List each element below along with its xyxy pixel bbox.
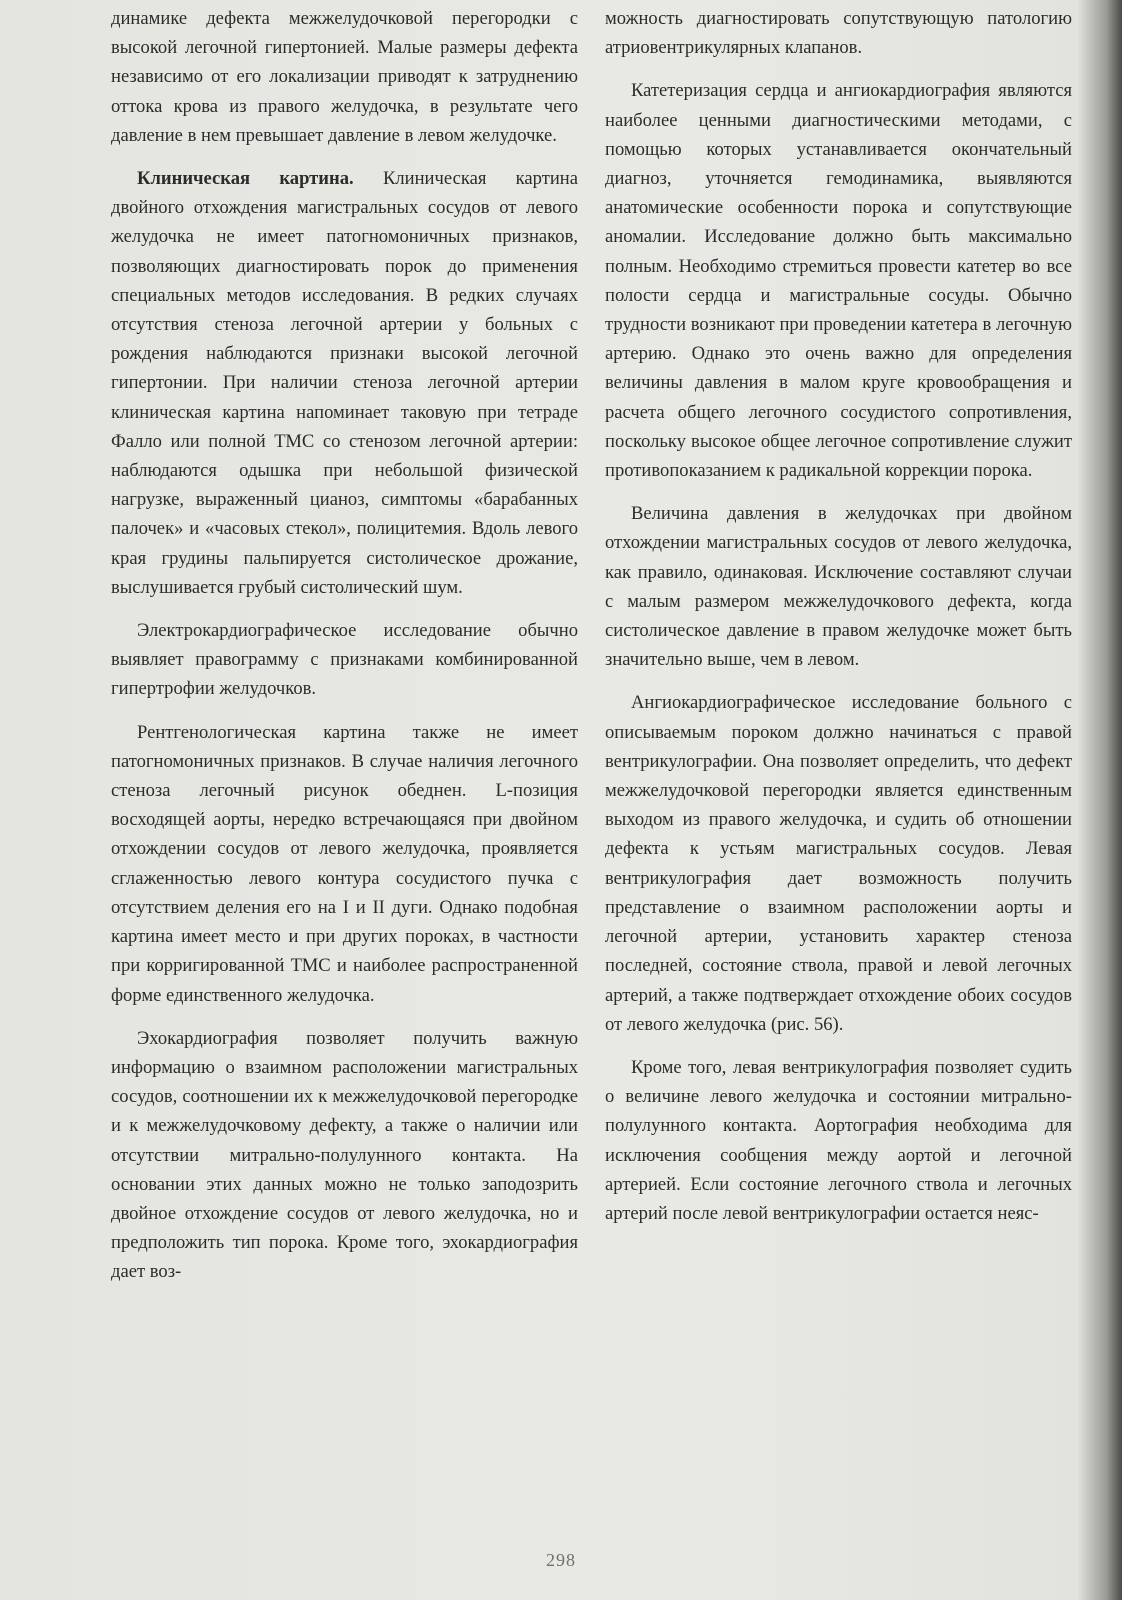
- paragraph-xray: Рентгенологическая картина также не имеет патогномоничных признаков. В случае наличия легочного стеноза легочный рисунок обеднен. L-позиция восходящей аорты, нередко встречающаяся при двойном отхождении сосудов от левого желудочка, проявляется сглаженностью левого контура сосудистого пучка с отсутствием деления его на I и II дуги. Однако подобная картина имеет место и при других пороках, в частности при корригированной ТМС и наиболее распространенной форме единственного желудочка.: [111, 721, 578, 1006]
- paragraph-angiocardiography: Ангиокардиографическое исследование больного с описываемым пороком должно начинаться с правой вентрикулографии. Она позволяет определить, что дефект межжелудочковой перегородки является единственным выходом из правого желудочка, и судить об отношении дефекта к устьям магистральных сосудов. Левая вентрикулография дает возможность получить представление о взаимном расположении аорты и легочной артерии, установить характер стеноза последней, состояние ствола, правой и левой легочных артерий, а также подтверждает отхождение обоих сосудов от левого желудочка (рис. 56).: [605, 692, 1072, 1035]
- section-heading-clinical-picture: Клиническая картина.: [137, 168, 354, 190]
- clinical-picture-text: Клиническая картина двойного отхождения магистральных сосудов от левого желудочка не имеет патогномоничных признаков, позволяющих диагностировать порок до применения специальных методов исследования. В редких случаях отсутствия стеноза легочной артерии у больных с рождения наблюдаются признаки высокой легочной гипертонии. При наличии стеноза легочной артерии клиническая картина напоминает таковую при тетраде Фалло или полной ТМС со стенозом легочной артерии: наблюдаются одышка при небольшой физической нагрузке, выраженный цианоз, симптомы «барабанных палочек» и «часовых стекол», полицитемия. Вдоль левого края грудины пальпируется систолическое дрожание, выслушивается грубый систолический шум.: [111, 168, 579, 598]
- right-column: [605, 4, 1072, 1242]
- paragraph-vsd-dynamics: динамике дефекта межжелудочковой перегородки с высокой легочной гипертонией. Малые размеры дефекта независимо от его локализации приводят к затруднению оттока крова из правого желудочка, в результате чего давление в нем превышает давление в левом желудочке.: [111, 8, 578, 146]
- paragraph-ventricular-pressure: Величина давления в желудочках при двойном отхождении магистральных сосудов от левого желудочка, как правило, одинаковая. Исключение составляют случаи с малым размером межжелудочкового дефекта, когда систолическое давление в правом желудочке может быть значительно выше, чем в левом.: [605, 503, 1072, 671]
- paragraph-ecg: Электрокардиографическое исследование обычно выявляет правограмму с признаками комбинированной гипертрофии желудочков.: [111, 620, 578, 700]
- page-number: 298: [546, 1550, 576, 1570]
- left-column: [111, 4, 578, 1301]
- paragraph-echocardiography: Эхокардиография позволяет получить важную информацию о взаимном расположении магистральных сосудов, соотношении их к межжелудочковой перегородке и к межжелудочковому дефекту, а также о наличии или отсутствии митрально-полулунного контакта. На основании этих данных можно не только заподозрить двойное отхождение сосудов от левого желудочка, но и предположить тип порока. Кроме того, эхокардиография дает воз-: [111, 1027, 578, 1283]
- paragraph-clinical-picture: [111, 164, 578, 602]
- paragraph-left-ventriculography: Кроме того, левая вентрикулография позволяет судить о величине левого желудочка и состоянии митрально-полулунного контакта. Аортография необходима для исключения сообщения между аортой и легочной артерией. Если состояние легочного ствола и легочных артерий после левой вентрикулографии остается неяс-: [605, 1056, 1072, 1224]
- paragraph-echo-continued: можность диагностировать сопутствующую патологию атриовентрикулярных клапанов.: [605, 8, 1072, 59]
- paragraph-catheterization: Катетеризация сердца и ангиокардиография являются наиболее ценными диагностическими методами, с помощью которых устанавливается окончательный диагноз, уточняется гемодинамика, выявляются анатомические особенности порока и сопутствующие аномалии. Исследование должно быть максимально полным. Необходимо стремиться провести катетер во все полости сердца и магистральные сосуды. Обычно трудности возникают при проведении катетера в легочную артерию. Однако это очень важно для определения величины давления в малом круге кровообращения и расчета общего легочного сосудистого сопротивления, поскольку высокое общее легочное сопротивление служит противопоказанием к радикальной коррекции порока.: [605, 80, 1072, 482]
